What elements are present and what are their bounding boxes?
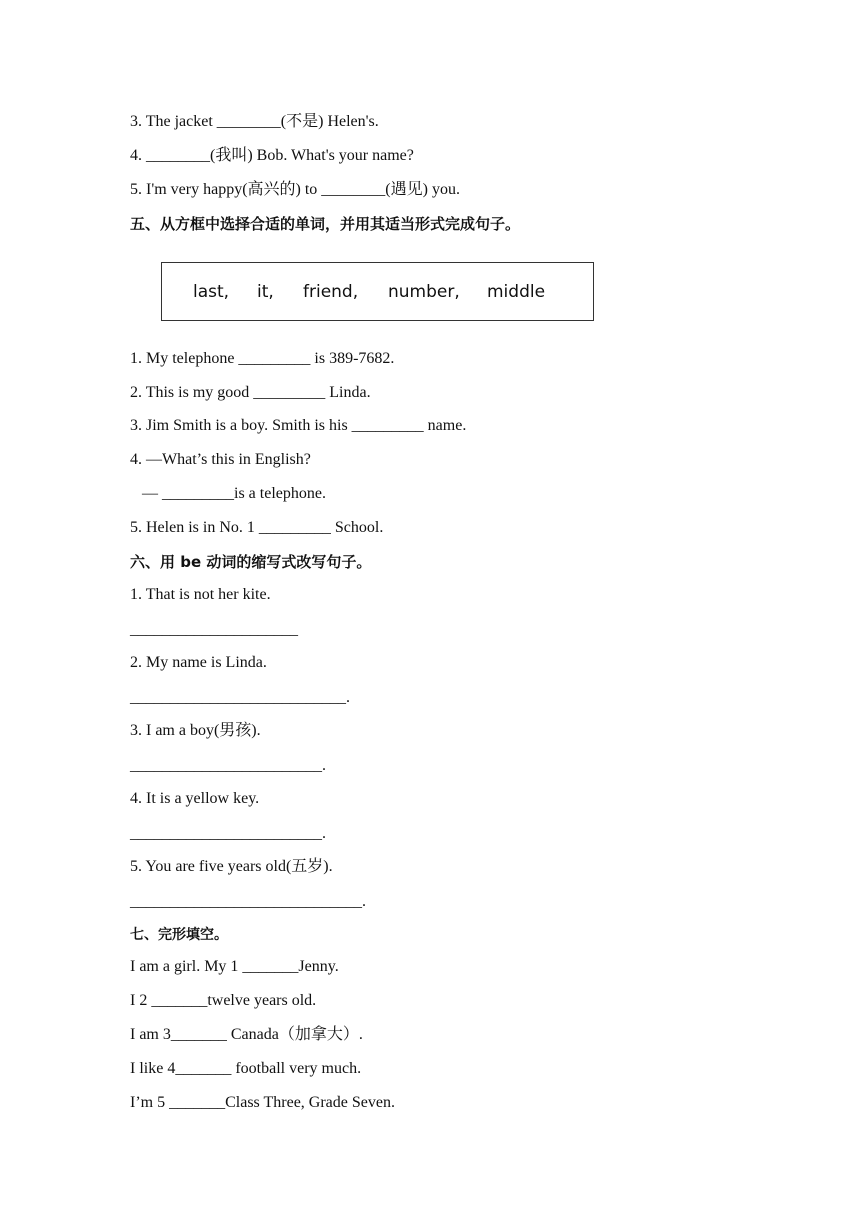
s5-item-1: 1. My telephone _________ is 389-7682. bbox=[130, 350, 395, 367]
section5-heading: 五、从方框中选择合适的单词，并用其适当形式完成句子。 bbox=[130, 215, 521, 233]
word-bank-box bbox=[161, 262, 594, 321]
word-bank-item: it, bbox=[257, 282, 274, 302]
s7-line-5: I’m 5 _______Class Three, Grade Seven. bbox=[130, 1094, 395, 1111]
s7-line-4: I like 4_______ football very much. bbox=[130, 1060, 362, 1077]
s4-item-4: 4. ________(我叫) Bob. What's your name? bbox=[130, 147, 414, 164]
section6-heading: 六、用 be 动词的缩写式改写句子。 bbox=[130, 553, 372, 571]
section7-heading: 七、完形填空。 bbox=[130, 927, 228, 943]
word-bank-item: middle bbox=[487, 282, 546, 302]
s5-item-2: 2. This is my good _________ Linda. bbox=[130, 384, 371, 401]
s6-item-1-question: 1. That is not her kite. bbox=[130, 586, 271, 603]
s5-item-5: 5. Helen is in No. 1 _________ School. bbox=[130, 519, 384, 536]
s5-item-3: 3. Jim Smith is a boy. Smith is his _________ name. bbox=[130, 417, 467, 434]
s7-line-3: I am 3_______ Canada（加拿大）. bbox=[130, 1026, 363, 1043]
s5-item-4-answer: — _________is a telephone. bbox=[130, 485, 326, 502]
s6-item-4-question: 4. It is a yellow key. bbox=[130, 790, 260, 807]
s6-item-4-answer-line: ________________________. bbox=[130, 825, 326, 842]
s4-item-5: 5. I'm very happy(高兴的) to ________(遇见) you. bbox=[130, 181, 460, 198]
s6-item-2-answer-line: ___________________________. bbox=[130, 689, 350, 706]
word-bank-item: last, bbox=[193, 282, 230, 302]
s6-item-3-question: 3. I am a boy(男孩). bbox=[130, 722, 261, 739]
s7-line-2: I 2 _______twelve years old. bbox=[130, 992, 317, 1009]
s6-item-2-question: 2. My name is Linda. bbox=[130, 654, 267, 671]
word-bank-item: number, bbox=[388, 282, 460, 302]
s6-item-1-answer-line: _____________________ bbox=[130, 621, 298, 638]
s7-line-1: I am a girl. My 1 _______Jenny. bbox=[130, 958, 339, 975]
s6-item-5-question: 5. You are five years old(五岁). bbox=[130, 858, 333, 875]
s6-item-3-answer-line: ________________________. bbox=[130, 757, 326, 774]
s5-item-4: 4. —What’s this in English? bbox=[130, 451, 311, 468]
s6-item-5-answer-line: _____________________________. bbox=[130, 893, 366, 910]
s4-item-3: 3. The jacket ________(不是) Helen's. bbox=[130, 113, 379, 130]
word-bank-item: friend, bbox=[303, 282, 359, 302]
